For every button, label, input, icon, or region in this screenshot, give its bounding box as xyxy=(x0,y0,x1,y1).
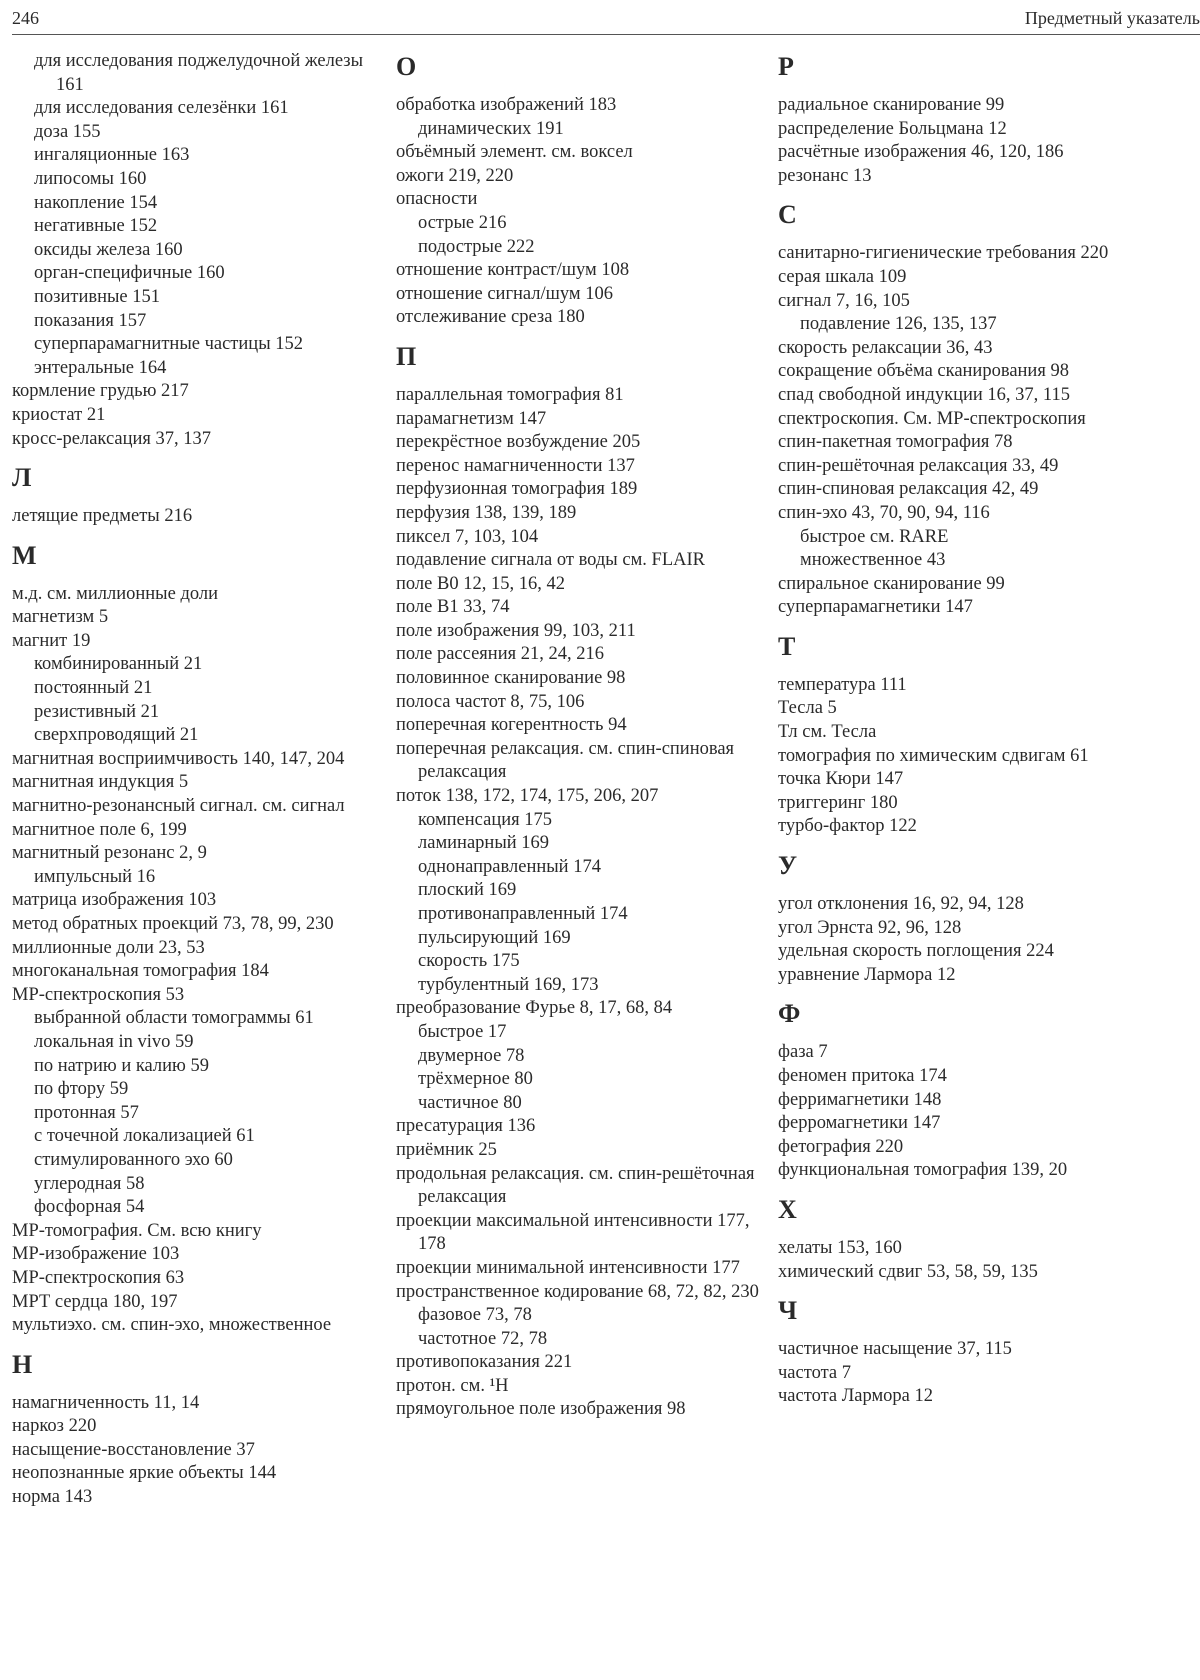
index-subentry: для исследования поджелудочной железы 161 xyxy=(34,51,364,95)
index-entry: Тесла 5 xyxy=(778,698,837,719)
index-entry: спад свободной индукции 16, 37, 115 xyxy=(778,384,1070,405)
index-entry: триггеринг 180 xyxy=(778,792,898,813)
index-subentry: острые 216 xyxy=(418,212,507,233)
index-subentry: плоский 169 xyxy=(418,880,517,901)
index-entry: пресатурация 136 xyxy=(396,1116,536,1137)
index-subentry: сверхпроводящий 21 xyxy=(34,725,199,746)
index-entry: поле изображения 99, 103, 211 xyxy=(396,620,636,641)
index-entry: химический сдвиг 53, 58, 59, 135 xyxy=(778,1261,1038,1282)
index-entry: намагниченность 11, 14 xyxy=(12,1392,200,1413)
index-entry: угол отклонения 16, 92, 94, 128 xyxy=(778,894,1024,915)
index-entry: МР-изображение 103 xyxy=(12,1244,180,1265)
column-content xyxy=(396,52,776,1422)
index-subentry: фазовое 73, 78 xyxy=(418,1305,532,1326)
index-entry: магнитная восприимчивость 140, 147, 204 xyxy=(12,748,345,769)
index-subentry: множественное 43 xyxy=(800,550,946,571)
index-subentry: однонаправленный 174 xyxy=(418,856,601,877)
index-entry: поле рассеяния 21, 24, 216 xyxy=(396,644,604,665)
index-entry: протон. см. ¹Н xyxy=(396,1375,509,1396)
letter-heading: Н xyxy=(12,1349,33,1379)
index-subentry: негативные 152 xyxy=(34,216,158,237)
letter-heading: У xyxy=(778,851,798,881)
index-subentry: накопление 154 xyxy=(34,192,158,213)
index-subentry: частичное 80 xyxy=(418,1092,522,1113)
index-entry: магнит 19 xyxy=(12,630,91,651)
index-entry: магнитный резонанс 2, 9 xyxy=(12,843,207,864)
index-entry: сокращение объёма сканирования 98 xyxy=(778,361,1069,382)
index-entry: проекции минимальной интенсивности 177 xyxy=(396,1257,740,1278)
index-entry: приёмник 25 xyxy=(396,1139,497,1160)
index-entry: поперечная когерентность 94 xyxy=(396,715,627,736)
index-subentry: резистивный 21 xyxy=(34,701,160,722)
index-entry: параллельная томография 81 xyxy=(396,384,624,405)
index-entry: преобразование Фурье 8, 17, 68, 84 xyxy=(396,998,673,1019)
index-subentry: доза 155 xyxy=(34,121,101,142)
index-subentry: фосфорная 54 xyxy=(34,1197,145,1218)
index-entry: томография по химическим сдвигам 61 xyxy=(778,745,1089,766)
index-entry: летящие предметы 216 xyxy=(12,506,193,527)
index-subentry: импульсный 16 xyxy=(34,866,156,887)
letter-heading: Ф xyxy=(778,999,801,1029)
column-content xyxy=(778,52,1200,1409)
index-subentry: локальная in vivo 59 xyxy=(34,1031,194,1052)
index-entry: насыщение-восстановление 37 xyxy=(12,1439,255,1460)
index-entry: объёмный элемент. см. воксел xyxy=(396,142,633,163)
index-entry: радиальное сканирование 99 xyxy=(778,95,1005,115)
letter-heading: Ч xyxy=(778,1296,798,1326)
index-entry: магнитное поле 6, 199 xyxy=(12,819,187,840)
index-entry: частота Лармора 12 xyxy=(778,1386,933,1407)
index-entry: ферромагнетики 147 xyxy=(778,1113,941,1134)
index-entry: суперпарамагнетики 147 xyxy=(778,597,973,618)
index-subentry: по фтору 59 xyxy=(34,1079,129,1100)
index-entry: температура 111 xyxy=(778,674,907,695)
index-entry: угол Эрнста 92, 96, 128 xyxy=(778,917,962,938)
index-entry: спин-спиновая релаксация 42, 49 xyxy=(778,479,1039,500)
index-subentry: выбранной области томограммы 61 xyxy=(34,1008,314,1029)
letter-heading: М xyxy=(12,540,37,570)
index-entry: МР-спектроскопия 63 xyxy=(12,1267,185,1288)
index-entry: поток 138, 172, 174, 175, 206, 207 xyxy=(396,786,659,807)
index-entry: Тл см. Тесла xyxy=(778,722,877,743)
index-column-left xyxy=(12,50,392,1510)
index-entry: неопознанные яркие объекты 144 xyxy=(12,1463,277,1484)
index-subentry: суперпарамагнитные частицы 152 xyxy=(34,334,303,355)
index-entry: магнетизм 5 xyxy=(12,607,109,628)
index-subentry: показания 157 xyxy=(34,310,147,331)
index-entry: обработка изображений 183 xyxy=(396,95,617,115)
index-subentry: двумерное 78 xyxy=(418,1045,525,1066)
index-subentry: позитивные 151 xyxy=(34,286,160,307)
index-subentry: турбулентный 169, 173 xyxy=(418,974,599,995)
index-entry: фетография 220 xyxy=(778,1136,904,1157)
index-subentry: энтеральные 164 xyxy=(34,357,167,378)
index-entry: пиксел 7, 103, 104 xyxy=(396,526,539,547)
index-subentry: трёхмерное 80 xyxy=(418,1069,533,1090)
index-subentry: комбинированный 21 xyxy=(34,654,203,675)
index-entry: расчётные изображения 46, 120, 186 xyxy=(778,142,1064,163)
letter-heading: О xyxy=(396,52,417,81)
index-entry: парамагнетизм 147 xyxy=(396,408,547,429)
index-entry: отношение контраст/шум 108 xyxy=(396,260,630,281)
letter-heading: Л xyxy=(12,463,32,493)
index-subentry: быстрое см. RARE xyxy=(800,526,949,547)
index-column-middle xyxy=(396,50,776,1422)
index-entry: противопоказания 221 xyxy=(396,1352,573,1373)
index-entry: резонанс 13 xyxy=(778,165,872,186)
index-entry: норма 143 xyxy=(12,1487,93,1508)
section-title: Предметный указатель xyxy=(1024,8,1200,28)
index-entry: отношение сигнал/шум 106 xyxy=(396,283,614,304)
index-entry: МРТ сердца 180, 197 xyxy=(12,1291,178,1312)
page-number: 246 xyxy=(12,8,39,28)
index-entry: сигнал 7, 16, 105 xyxy=(778,290,910,311)
index-subentry: по натрию и калию 59 xyxy=(34,1055,210,1076)
index-entry: метод обратных проекций 73, 78, 99, 230 xyxy=(12,914,334,934)
index-entry: МР-томография. См. всю книгу xyxy=(12,1220,262,1241)
index-entry: кросс-релаксация 37, 137 xyxy=(12,428,212,449)
index-entry: частичное насыщение 37, 115 xyxy=(778,1339,1012,1360)
letter-heading: Х xyxy=(778,1194,797,1224)
index-subentry: с точечной локализацией 61 xyxy=(34,1126,255,1147)
letter-heading: С xyxy=(778,200,797,230)
index-subentry: ламинарный 169 xyxy=(418,833,550,854)
index-subentry: протонная 57 xyxy=(34,1102,139,1123)
index-entry: феномен притока 174 xyxy=(778,1066,947,1086)
index-entry: проекции максимальной интенсивности 177, 178 xyxy=(396,1210,750,1255)
index-column-right xyxy=(778,50,1200,1409)
index-entry: ферримагнетики 148 xyxy=(778,1089,942,1110)
index-entry: отслеживание среза 180 xyxy=(396,307,585,328)
index-entry: серая шкала 109 xyxy=(778,266,907,287)
index-entry: скорость релаксации 36, 43 xyxy=(778,337,993,358)
index-entry: поле В0 12, 15, 16, 42 xyxy=(396,573,565,594)
index-entry: точка Кюри 147 xyxy=(778,769,904,790)
index-entry: уравнение Лармора 12 xyxy=(778,964,956,985)
index-entry: магнитная индукция 5 xyxy=(12,772,189,793)
index-entry: санитарно-гигиенические требования 220 xyxy=(778,243,1109,264)
index-subentry: орган-специфичные 160 xyxy=(34,263,225,284)
index-entry: функциональная томография 139, 20 xyxy=(778,1160,1068,1181)
index-entry: пространственное кодирование 68, 72, 82, 230 xyxy=(396,1281,759,1302)
index-entry: спин-решёточная релаксация 33, 49 xyxy=(778,455,1059,476)
running-head xyxy=(12,6,1200,35)
index-subentry: подострые 222 xyxy=(418,236,535,257)
index-entry: поле В1 33, 74 xyxy=(396,597,510,618)
index-entry: продольная релаксация. см. спин-решёточная релаксация xyxy=(396,1163,755,1208)
index-entry: магнитно-резонансный сигнал. см. сигнал xyxy=(12,796,345,817)
index-entry: м.д. см. миллионные доли xyxy=(12,583,219,604)
letter-heading: П xyxy=(396,341,417,371)
letter-heading: Р xyxy=(778,52,794,81)
index-entry: многоканальная томография 184 xyxy=(12,961,269,982)
index-entry: перенос намагниченности 137 xyxy=(396,455,635,476)
index-entry: половинное сканирование 98 xyxy=(396,668,626,689)
index-entry: МР-спектроскопия 53 xyxy=(12,984,185,1005)
index-entry: перекрёстное возбуждение 205 xyxy=(396,432,641,453)
index-entry: миллионные доли 23, 53 xyxy=(12,937,205,958)
index-entry: спин-эхо 43, 70, 90, 94, 116 xyxy=(778,502,990,523)
index-subentry: динамических 191 xyxy=(418,118,564,139)
index-entry: ожоги 219, 220 xyxy=(396,165,514,186)
index-entry: мультиэхо. см. спин-эхо, множественное xyxy=(12,1315,332,1336)
index-subentry: быстрое 17 xyxy=(418,1021,507,1042)
index-subentry: частотное 72, 78 xyxy=(418,1328,548,1349)
index-subentry: пульсирующий 169 xyxy=(418,927,571,948)
index-subentry: оксиды железа 160 xyxy=(34,239,183,260)
index-entry: распределение Больцмана 12 xyxy=(778,118,1007,139)
index-subentry: липосомы 160 xyxy=(34,168,147,189)
index-entry: наркоз 220 xyxy=(12,1416,97,1437)
index-entry: прямоугольное поле изображения 98 xyxy=(396,1399,686,1420)
index-subentry: стимулированного эхо 60 xyxy=(34,1149,233,1170)
index-entry: подавление сигнала от воды см. FLAIR xyxy=(396,550,705,571)
index-subentry: противонаправленный 174 xyxy=(418,904,628,924)
index-entry: полоса частот 8, 75, 106 xyxy=(396,691,585,712)
index-subentry: компенсация 175 xyxy=(418,809,552,830)
index-entry: перфузионная томография 189 xyxy=(396,479,638,500)
index-entry: турбо-фактор 122 xyxy=(778,816,917,837)
index-entry: спектроскопия. См. МР-спектроскопия xyxy=(778,408,1086,429)
index-entry: матрица изображения 103 xyxy=(12,890,217,911)
index-subentry: ингаляционные 163 xyxy=(34,145,190,166)
index-subentry: постоянный 21 xyxy=(34,678,153,699)
index-subentry: подавление 126, 135, 137 xyxy=(800,314,997,335)
letter-heading: Т xyxy=(778,631,796,661)
index-entry: хелаты 153, 160 xyxy=(778,1237,902,1258)
index-entry: криостат 21 xyxy=(12,404,106,425)
index-subentry: для исследования селезёнки 161 xyxy=(34,98,289,119)
index-subentry: скорость 175 xyxy=(418,951,520,972)
index-entry: поперечная релаксация. см. спин-спиновая релаксация xyxy=(396,738,735,783)
index-subentry: углеродная 58 xyxy=(34,1173,145,1194)
index-entry: частота 7 xyxy=(778,1362,851,1383)
index-entry: спиральное сканирование 99 xyxy=(778,573,1005,594)
index-entry: удельная скорость поглощения 224 xyxy=(778,941,1054,962)
index-entry: фаза 7 xyxy=(778,1042,828,1063)
index-entry: опасности xyxy=(396,189,478,210)
column-content xyxy=(12,50,392,1510)
index-entry: кормление грудью 217 xyxy=(12,381,189,402)
index-entry: спин-пакетная томография 78 xyxy=(778,432,1013,453)
index-entry: перфузия 138, 139, 189 xyxy=(396,502,577,523)
